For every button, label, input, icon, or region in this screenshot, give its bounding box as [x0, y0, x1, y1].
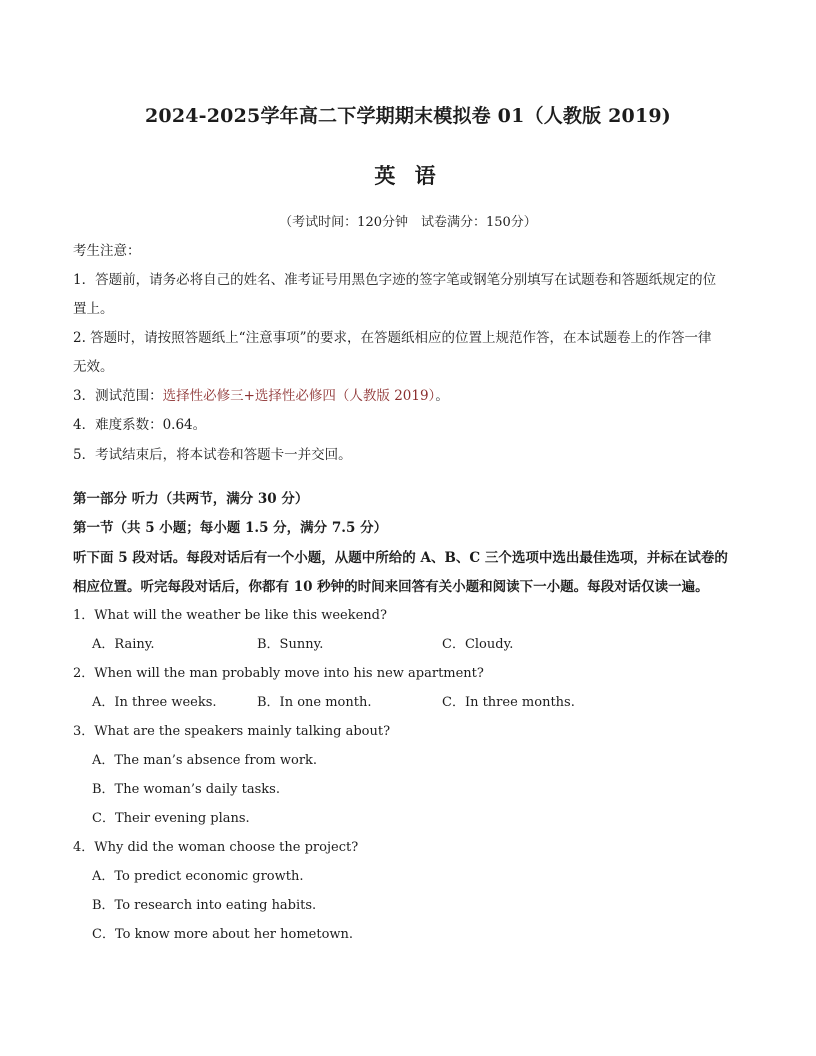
instructions-line-2: 相应位置。听完每段对话后，你都有 10 秒钟的时间来回答有关小题和阅读下一小题。每段对话仅读一遍。	[73, 579, 709, 595]
question-3-option-c: C．Their evening plans.	[92, 811, 250, 826]
notice-item-4: 4．难度系数：0.64。	[73, 417, 207, 433]
exam-time-info: （考试时间：120分钟 试卷满分：150分）	[279, 215, 537, 230]
question-2-option-a: A．In three weeks.	[92, 695, 217, 710]
exam-title: 2024-2025学年高二下学期期末模拟卷 01（人教版 2019)	[145, 105, 671, 127]
notice-item-2-line-1: 2. 答题时，请按照答题纸上“注意事项”的要求，在答题纸相应的位置上规范作答，在本试题卷上的作答一律	[73, 330, 712, 346]
instructions-line-1: 听下面 5 段对话。每段对话后有一个小题，从题中所给的 A、B、C 三个选项中选出最佳选项，并标在试卷的	[73, 550, 728, 566]
question-1-option-b: B．Sunny.	[257, 637, 324, 652]
question-4-option-a: A．To predict economic growth.	[92, 869, 304, 884]
notice-item-2-line-2: 无效。	[73, 359, 114, 375]
notice-item-1-line-2: 置上。	[73, 301, 114, 317]
question-3-stem: 3．What are the speakers mainly talking about?	[73, 724, 391, 739]
question-1-option-a: A．Rainy.	[92, 637, 155, 652]
notice-item-5: 5．考试结束后，将本试卷和答题卡一并交回。	[73, 447, 352, 463]
notice-item-3-suffix: 。	[435, 388, 449, 404]
subject-title: 英 语	[374, 163, 442, 188]
question-3-option-a: A．The man’s absence from work.	[92, 753, 318, 768]
question-2-option-c: C．In three months.	[442, 695, 575, 710]
question-4-option-b: B．To research into eating habits.	[92, 898, 317, 913]
question-4-stem: 4．Why did the woman choose the project?	[73, 840, 359, 855]
question-3-option-b: B．The woman’s daily tasks.	[92, 782, 280, 797]
question-1-stem: 1．What will the weather be like this weekend?	[73, 608, 387, 623]
part-one-title: 第一部分 听力（共两节，满分 30 分）	[73, 491, 309, 507]
question-4-option-c: C．To know more about her hometown.	[92, 927, 354, 942]
question-2-option-b: B．In one month.	[257, 695, 372, 710]
test-range-highlight: 选择性必修三+选择性必修四（人教版 2019）	[162, 388, 436, 404]
notice-item-1-line-1: 1．答题前，请务必将自己的姓名、准考证号用黑色字迹的签字笔或钢笔分别填写在试题卷和答题纸规定的位	[73, 272, 717, 288]
section-one-title: 第一节（共 5 小题；每小题 1.5 分，满分 7.5 分）	[73, 520, 388, 536]
notice-item-3	[73, 386, 449, 406]
question-2-stem: 2．When will the man probably move into his new apartment?	[73, 666, 484, 681]
notice-heading: 考生注意：	[73, 243, 141, 259]
question-1-option-c: C．Cloudy.	[442, 637, 514, 652]
notice-item-3-prefix: 3．测试范围：	[73, 388, 163, 404]
